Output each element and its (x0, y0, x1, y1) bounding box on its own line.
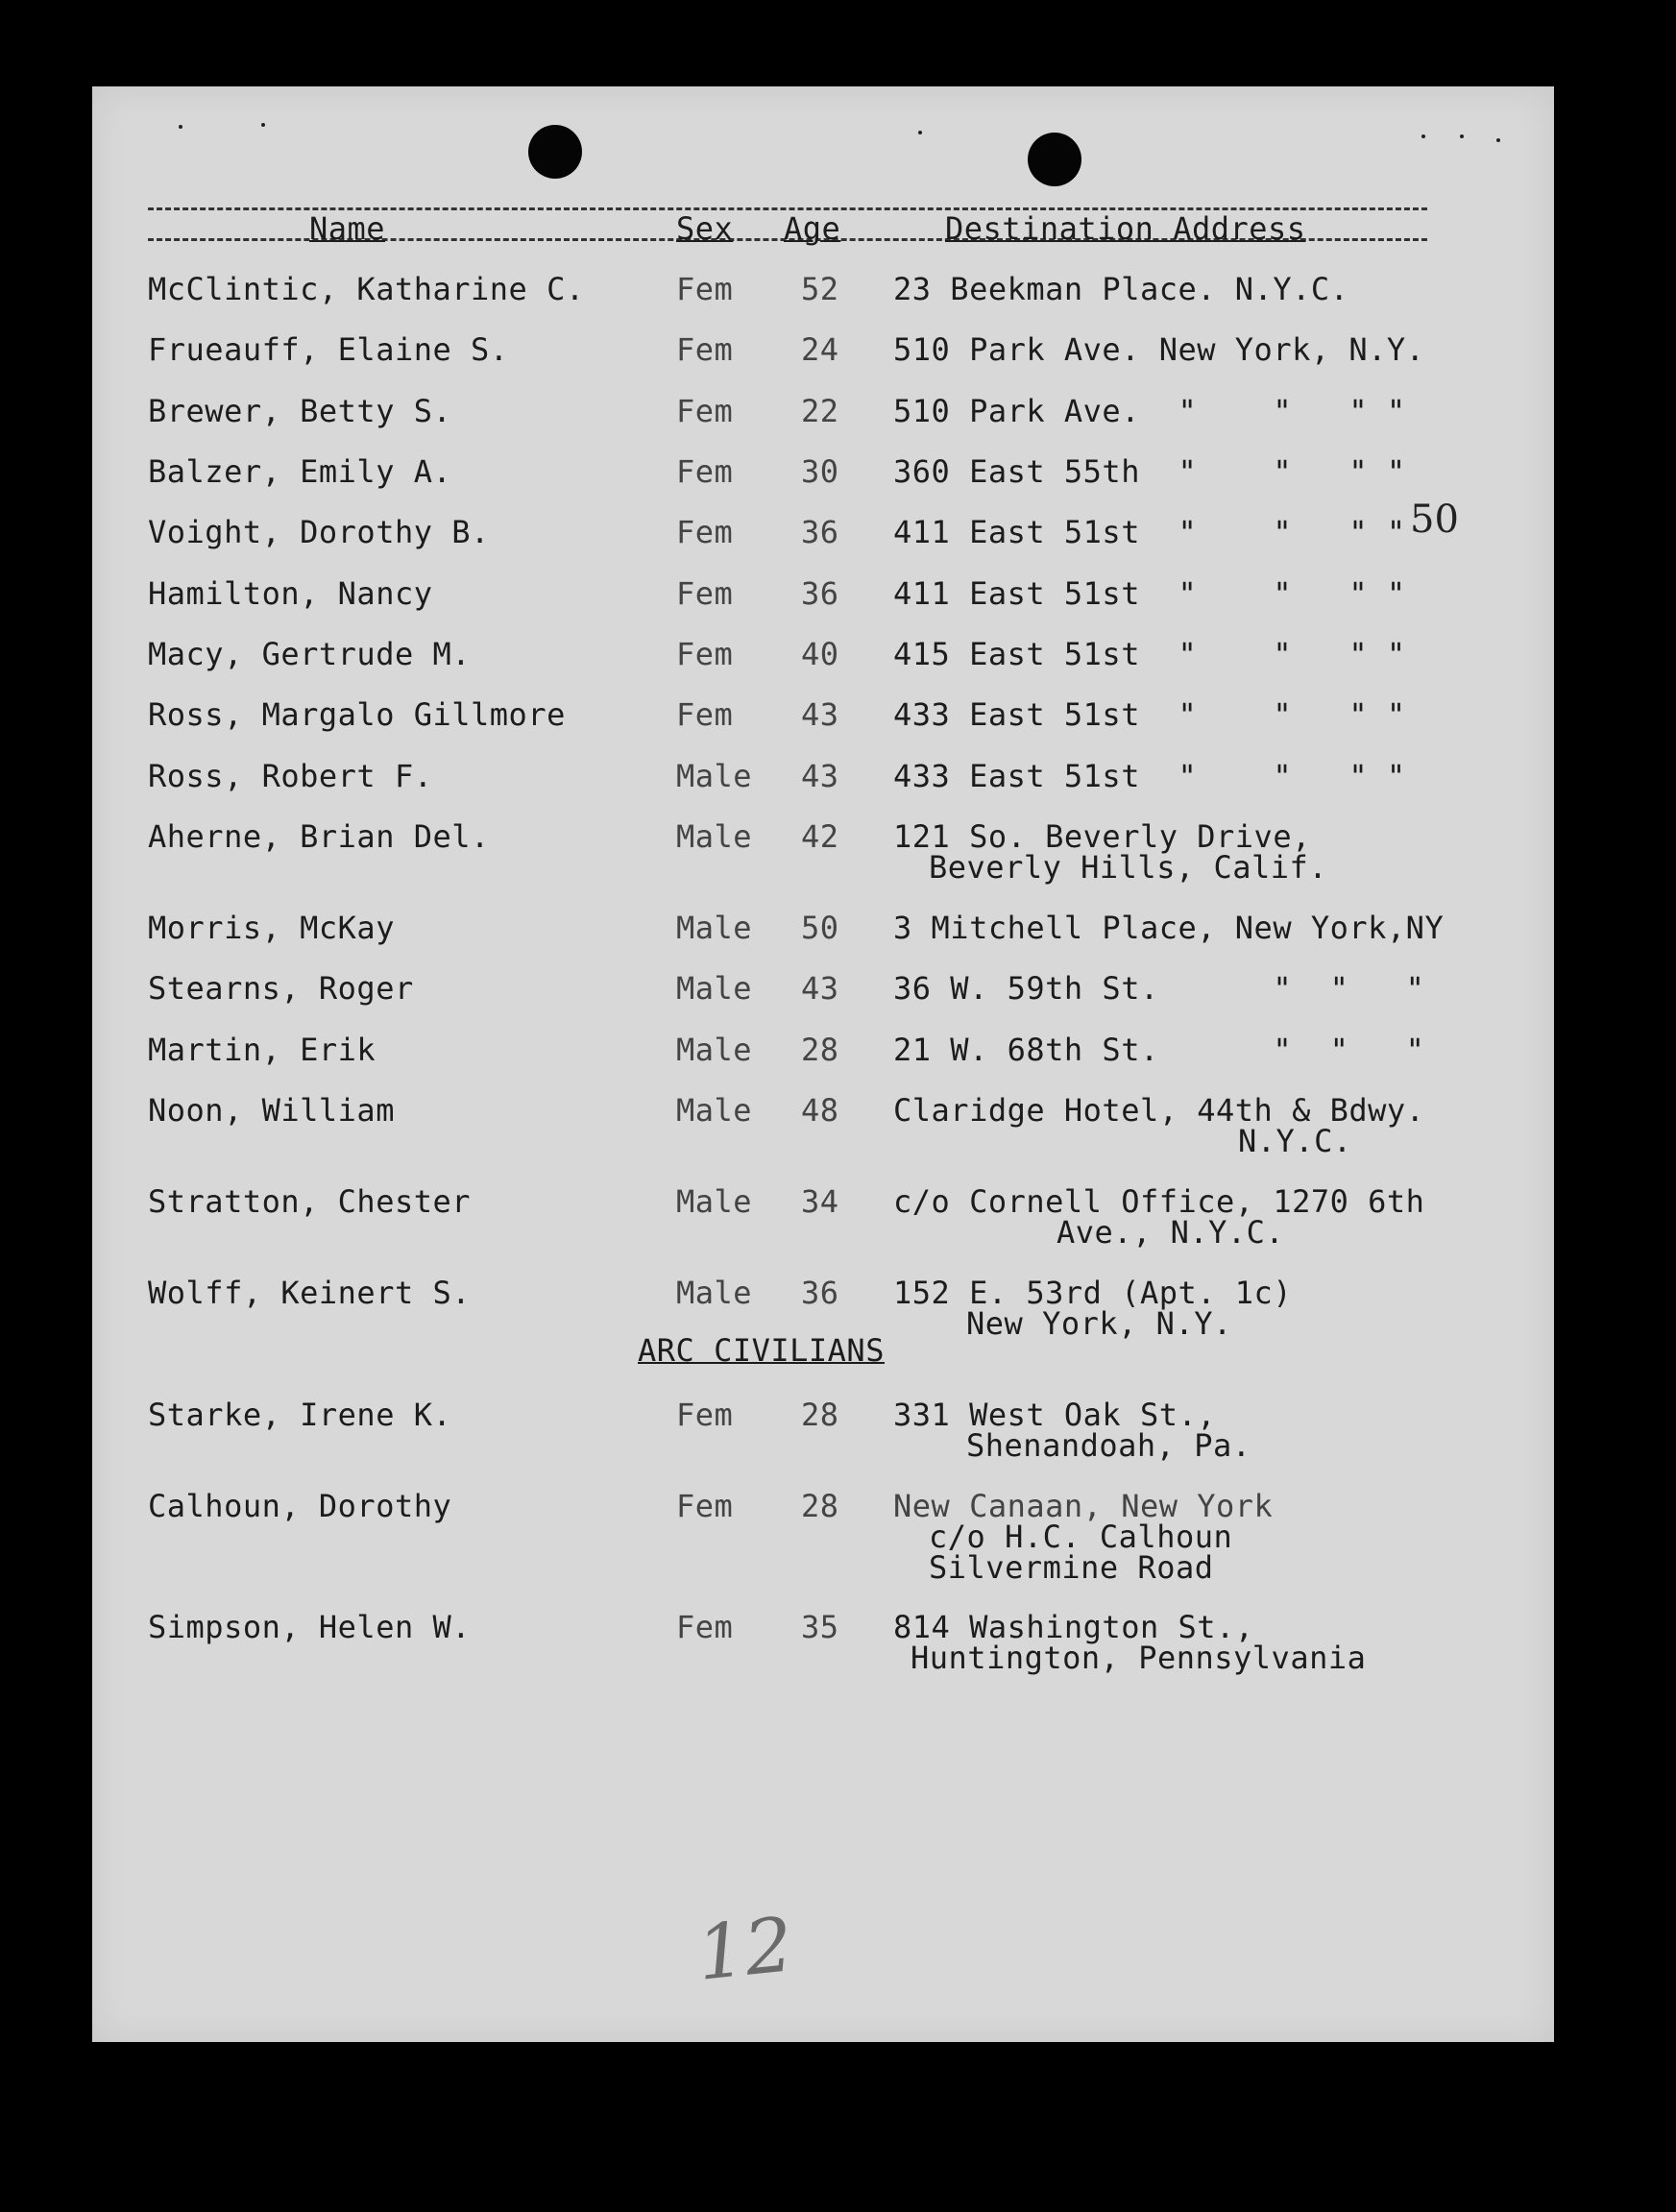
passenger-name: Martin, Erik (148, 1032, 376, 1068)
speck (1460, 134, 1464, 138)
civilian-address: New Canaan, New York (893, 1488, 1274, 1524)
speck (1496, 138, 1500, 142)
passenger-name: Aherne, Brian Del. (148, 818, 490, 855)
typed-page (92, 86, 1554, 2042)
civilian-age: 35 (801, 1609, 839, 1645)
header-sex: Sex (676, 210, 734, 247)
passenger-name: Morris, McKay (148, 910, 395, 946)
passenger-address: 510 Park Ave. " " " " (893, 393, 1406, 429)
header-name: Name (309, 210, 386, 247)
passenger-address: 510 Park Ave. New York, N.Y. (893, 331, 1425, 368)
header-age: Age (784, 210, 841, 247)
passenger-name: Stratton, Chester (148, 1183, 472, 1220)
passenger-age: 34 (801, 1183, 839, 1220)
passenger-sex: Fem (676, 575, 734, 612)
speck (261, 123, 265, 127)
passenger-age: 36 (801, 1275, 839, 1311)
passenger-sex: Male (676, 970, 753, 1007)
section-title: ARC CIVILIANS (638, 1332, 885, 1369)
passenger-address: 152 E. 53rd (Apt. 1c) (893, 1275, 1293, 1311)
speck (179, 125, 182, 129)
passenger-age: 43 (801, 696, 839, 733)
passenger-address: 415 East 51st " " " " (893, 636, 1406, 672)
passenger-sex: Fem (676, 636, 734, 672)
passenger-address: 3 Mitchell Place, New York,NY (893, 910, 1445, 946)
passenger-address-line2: Beverly Hills, Calif. (929, 849, 1328, 886)
passenger-name: Frueauff, Elaine S. (148, 331, 509, 368)
civilian-sex: Fem (676, 1609, 734, 1645)
civilian-age: 28 (801, 1397, 839, 1433)
passenger-address: 23 Beekman Place. N.Y.C. (893, 271, 1349, 307)
civilian-name: Calhoun, Dorothy (148, 1488, 452, 1524)
passenger-address: 36 W. 59th St. " " " (893, 970, 1425, 1007)
passenger-age: 24 (801, 331, 839, 368)
passenger-age: 36 (801, 575, 839, 612)
passenger-address-line2: New York, N.Y. (966, 1305, 1232, 1342)
passenger-age: 52 (801, 271, 839, 307)
passenger-age: 36 (801, 514, 839, 550)
passenger-address: 411 East 51st " " " " (893, 514, 1406, 550)
page-number: 50 (1410, 498, 1459, 542)
passenger-address: c/o Cornell Office, 1270 6th (893, 1183, 1425, 1220)
header-address: Destination Address (945, 210, 1306, 247)
passenger-sex: Fem (676, 331, 734, 368)
passenger-name: Macy, Gertrude M. (148, 636, 472, 672)
passenger-age: 43 (801, 970, 839, 1007)
passenger-name: Wolff, Keinert S. (148, 1275, 472, 1311)
passenger-name: Noon, William (148, 1092, 395, 1129)
passenger-sex: Male (676, 758, 753, 794)
passenger-sex: Male (676, 818, 753, 855)
passenger-age: 50 (801, 910, 839, 946)
passenger-sex: Fem (676, 453, 734, 490)
passenger-sex: Male (676, 910, 753, 946)
passenger-name: Hamilton, Nancy (148, 575, 433, 612)
passenger-address: 433 East 51st " " " " (893, 758, 1406, 794)
passenger-name: McClintic, Katharine C. (148, 271, 585, 307)
passenger-name: Stearns, Roger (148, 970, 414, 1007)
passenger-address: 411 East 51st " " " " (893, 575, 1406, 612)
passenger-age: 42 (801, 818, 839, 855)
passenger-age: 30 (801, 453, 839, 490)
civilian-name: Starke, Irene K. (148, 1397, 452, 1433)
handwritten-note: 12 (692, 1902, 797, 1998)
civilian-address-line2: Huntington, Pennsylvania (911, 1640, 1367, 1676)
speck (918, 131, 922, 134)
passenger-sex: Fem (676, 393, 734, 429)
passenger-age: 48 (801, 1092, 839, 1129)
passenger-sex: Male (676, 1183, 753, 1220)
civilian-address: 331 West Oak St., (893, 1397, 1217, 1433)
passenger-address: 433 East 51st " " " " (893, 696, 1406, 733)
passenger-address-line2: Ave., N.Y.C. (1057, 1214, 1285, 1251)
passenger-sex: Male (676, 1032, 753, 1068)
passenger-age: 28 (801, 1032, 839, 1068)
passenger-address: 21 W. 68th St. " " " (893, 1032, 1425, 1068)
passenger-sex: Male (676, 1275, 753, 1311)
passenger-address: 121 So. Beverly Drive, (893, 818, 1311, 855)
passenger-age: 43 (801, 758, 839, 794)
passenger-name: Ross, Margalo Gillmore (148, 696, 566, 733)
punch-hole-right (1028, 133, 1081, 186)
passenger-name: Balzer, Emily A. (148, 453, 452, 490)
passenger-age: 40 (801, 636, 839, 672)
passenger-address: 360 East 55th " " " " (893, 453, 1406, 490)
punch-hole-left (528, 125, 582, 179)
civilian-name: Simpson, Helen W. (148, 1609, 472, 1645)
civilian-sex: Fem (676, 1397, 734, 1433)
civilian-address-line2: c/o H.C. Calhoun (929, 1519, 1233, 1555)
speck (1421, 134, 1425, 138)
civilian-sex: Fem (676, 1488, 734, 1524)
passenger-address: Claridge Hotel, 44th & Bdwy. (893, 1092, 1425, 1129)
passenger-sex: Fem (676, 696, 734, 733)
civilian-address-line3: Silvermine Road (929, 1549, 1214, 1586)
passenger-sex: Fem (676, 271, 734, 307)
passenger-sex: Male (676, 1092, 753, 1129)
passenger-name: Ross, Robert F. (148, 758, 433, 794)
civilian-age: 28 (801, 1488, 839, 1524)
passenger-sex: Fem (676, 514, 734, 550)
civilian-address-line2: Shenandoah, Pa. (966, 1427, 1251, 1464)
passenger-age: 22 (801, 393, 839, 429)
passenger-name: Brewer, Betty S. (148, 393, 452, 429)
passenger-name: Voight, Dorothy B. (148, 514, 490, 550)
civilian-address: 814 Washington St., (893, 1609, 1254, 1645)
passenger-address-line2: N.Y.C. (1238, 1123, 1352, 1159)
